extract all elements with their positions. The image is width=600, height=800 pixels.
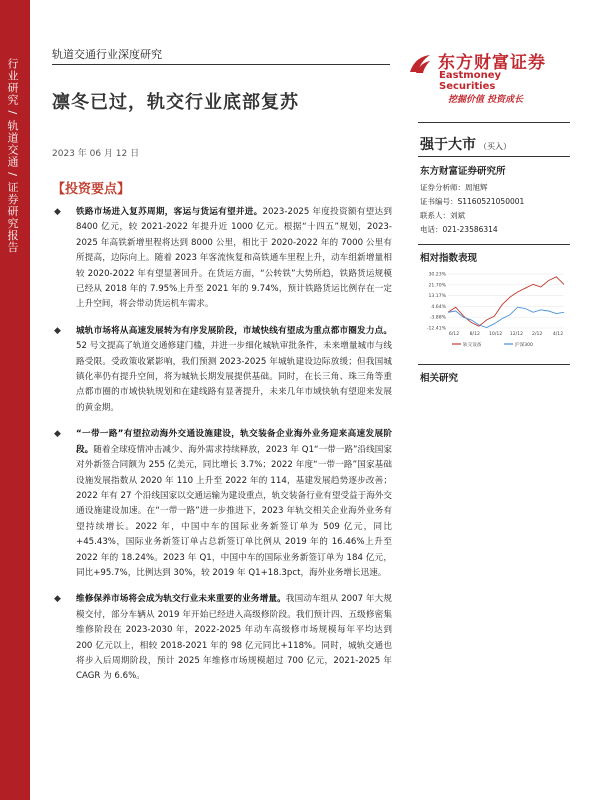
bullet-lead: 维修保养市场将会成为轨交行业未来重要的业务增量。 — [76, 594, 286, 605]
rating-sub: （买入） — [479, 142, 511, 151]
bullet-lead: 城轨市场将从高速发展转为有序发展阶段，市域快线有望成为重点都市圈发力点。 — [76, 325, 392, 336]
bullet-text: 52 号文提高了轨道交通修建门槛，并进一步细化城轨审批条件，未来增量城市与线路受限。受政策收紧影响，我们预测 2023-2025 年城轨建设边际放缓；但我国城镇化率仍有提升空间，将为城轨长期发展提供基础。同时，在长三角、珠三角等重点都市圈的市域快轨规划和在建线路有显著提升，未来几年市域快轨有望迎来发展的黄金期。 — [76, 341, 392, 413]
sidebar-text: 行业研究 / 轨道交通 / 证券研究报告 — [6, 58, 19, 254]
bullet-text: 2023-2025 年度投资额有望达到 8400 亿元，较 2021-2022 年提升近 1000 亿元。根据“十四五”规划，2023-2025 年高铁新增里程将达到 8000 公里，相比于 2020-2022 年的 7000 公里有所提高，边际向上。随着 2023 年客流恢复和高铁通车里程上升，动车组新增量相较 2020-2022 年有望显著回升。在货运方面，“公转铁”大势所趋，铁路货运规模已经从 2018 年的 7.95%上升至 2021 年的 9.74%，预计铁路货运比例存在一定上升空间，将会带动货运机车需求。 — [76, 207, 392, 310]
brand-name-en: Eastmoney Securities — [439, 70, 502, 92]
list-item — [52, 592, 392, 684]
rating — [420, 134, 511, 154]
divider — [418, 156, 570, 157]
institute-name: 东方财富证券研究所 — [420, 166, 506, 177]
diamond-bullet-icon: ◆ — [54, 325, 61, 336]
header-divider — [52, 64, 390, 65]
x-tick-label: 4/12 — [552, 332, 564, 337]
diamond-bullet-icon: ◆ — [54, 594, 61, 605]
analyst-name: 证券分析师：周旭辉 — [420, 183, 488, 192]
x-tick-label: 8/12 — [469, 332, 480, 337]
x-tick-label: 10/12 — [488, 332, 503, 337]
report-date: 2023 年 06 月 12 日 — [52, 149, 140, 159]
y-tick-label: 13.17% — [428, 294, 446, 300]
bullet-lead: 铁路市场进入复苏周期，客运与货运有望并进。 — [76, 207, 263, 217]
legend-label: 沪深300 — [515, 342, 533, 348]
report-title: 凛冬已过，轨交行业底部复苏 — [52, 92, 299, 113]
list-item — [52, 427, 392, 581]
x-tick-label: 2/12 — [532, 332, 543, 337]
bullet-lead: “一带一路”有望拉动海外交通设施建设，轨交装备企业海外业务迎来高速发展阶段。 — [76, 429, 392, 455]
contact-person: 联系人：刘斌 — [420, 211, 465, 220]
bullet-text: 我国动车组从 2007 年大规模交付，部分车辆从 2019 年开始已经进入高级修阶段。我们预计四、五级修密集维修阶段在 2023-2030 年，2022-2025 年动车高级修市场规模每年平均达到 200 亿元以上，相较 2018-2021 年的 98 亿元同比+118%。同时，城轨交通也将步入后周期阶段，预计 2025 年维修市场规模超过 700 亿元，2021-2025 年 CAGR 为 6.6%。 — [76, 594, 392, 682]
brand-logo — [408, 46, 558, 94]
index-chart-heading: 相对指数表现 — [420, 253, 478, 264]
brand-name-cn: 东方财富证券 — [438, 53, 546, 73]
contact-phone: 电话：021-23586314 — [420, 225, 498, 234]
sidebar-band — [0, 0, 30, 800]
list-item — [52, 205, 392, 313]
investment-highlights-heading: 【投资要点】 — [52, 182, 131, 197]
series-line — [448, 277, 564, 326]
y-tick-label: -3.88% — [429, 315, 446, 321]
list-item — [52, 324, 392, 416]
legend-label: 轨交设备 — [463, 342, 482, 348]
y-tick-label: -12.41% — [426, 326, 446, 332]
report-category: 轨道交通行业深度研究 — [52, 48, 162, 61]
investment-points — [52, 205, 392, 696]
eastmoney-logo-icon — [408, 52, 432, 76]
diamond-bullet-icon: ◆ — [54, 207, 61, 217]
y-tick-label: 4.64% — [431, 304, 446, 310]
y-tick-label: 21.70% — [428, 283, 446, 289]
divider — [418, 364, 570, 365]
brand-slogan: 挖掘价值 投资成长 — [448, 95, 524, 105]
rating-label: 强于大市 — [420, 137, 476, 153]
x-tick-label: 12/12 — [509, 332, 524, 337]
analyst-cert: 证书编号：S1160521050001 — [420, 197, 525, 206]
relative-index-chart — [418, 268, 570, 350]
x-tick-label: 6/12 — [448, 332, 460, 337]
related-research-heading: 相关研究 — [420, 373, 459, 384]
divider — [418, 244, 570, 245]
y-tick-label: 30.23% — [428, 272, 446, 278]
divider — [418, 122, 570, 123]
bullet-text: 随着全球疫情冲击减少、海外需求持续释放，2023 年 Q1“一带一路”沿线国家对外新签合同额为 255 亿美元，同比增长 3.7%；2022 年度“一带一路”国家基础设施发展指数从 2020 年 110 上升至 2022 年的 114，基建发展趋势逐步改善；2022 年有 27 个沿线国家以交通运输为建设重点，轨交装备行业有望受益于海外交通设施建设加速。在“一带一路”进一步推进下，2023 年轨交相关企业海外业务有望持续增长。2022 年，中国中车的国际业务新签订单为 509 亿元，同比+45.43%，国际业务新签订单占总新签订单比例从 2019 年的 16.46%上升至 2022 年的 18.24%。2023 年 Q1，中国中车的国际业务新签订单为 184 亿元，同比+95.7%，比例达到 30%，较 2019 年 Q1+18.3pct，海外业务增长迅速。 — [76, 444, 393, 578]
diamond-bullet-icon: ◆ — [54, 429, 61, 440]
